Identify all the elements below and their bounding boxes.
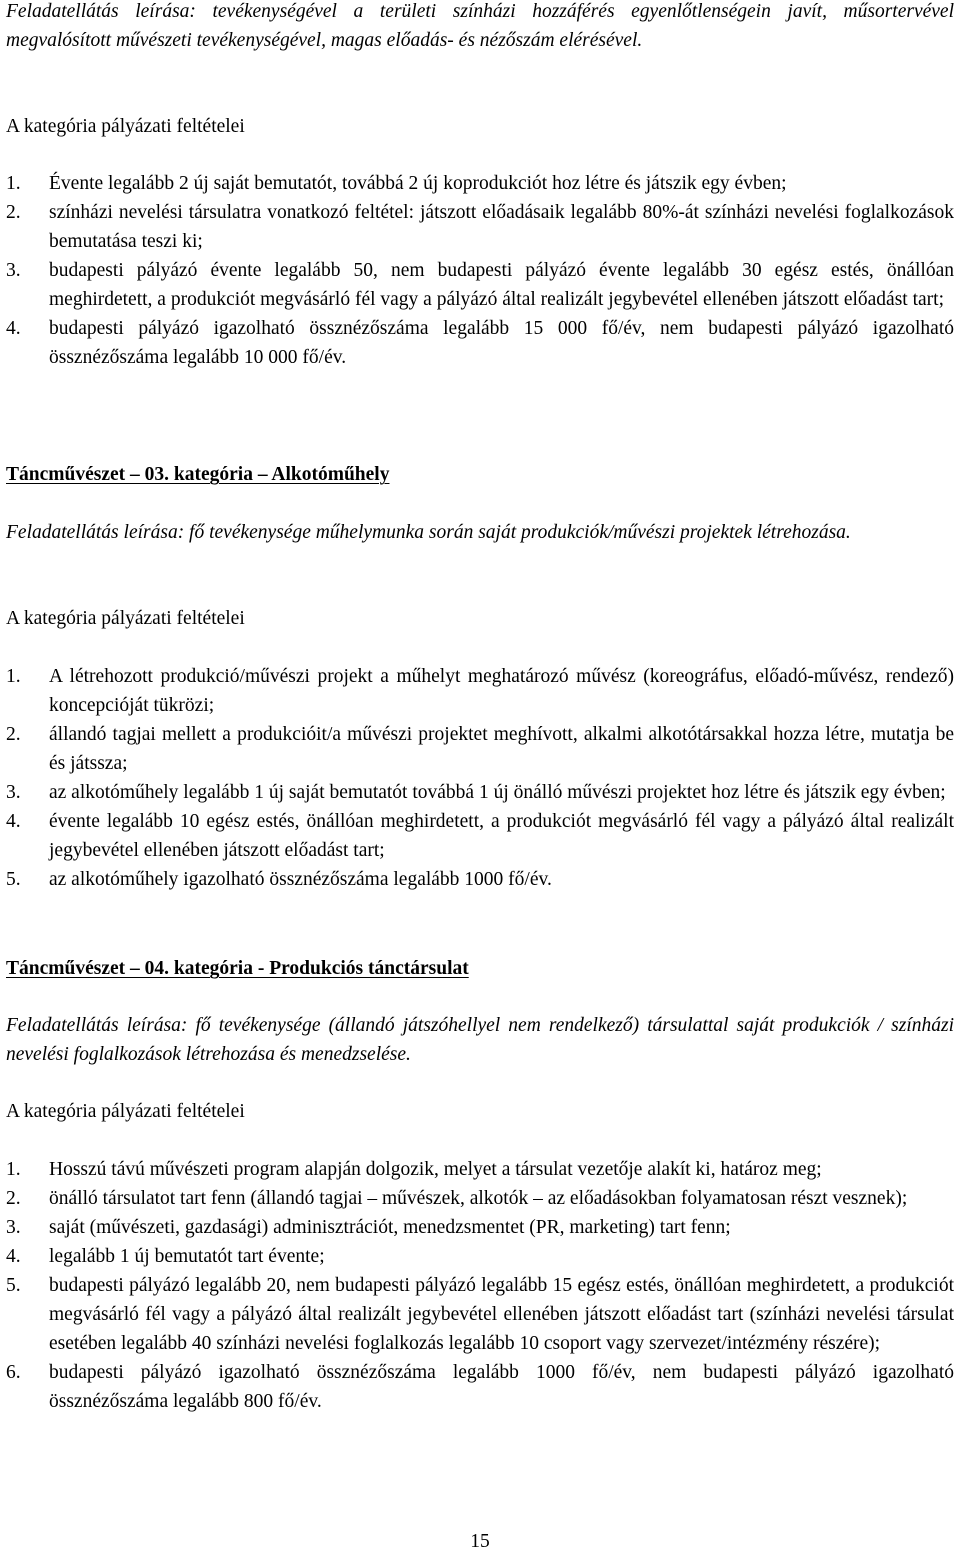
section-03-conditions-title: A kategória pályázati feltételei <box>6 608 245 629</box>
list-item: 4. budapesti pályázó igazolható össznézőszáma legalább 15 000 fő/év, nem budapesti pályázó igazolható össznézőszáma legalább 10 000 fő/év. <box>6 318 954 368</box>
top-conditions-title: A kategória pályázati feltételei <box>6 116 245 137</box>
section-04-conditions-title: A kategória pályázati feltételei <box>6 1101 245 1122</box>
section-04-heading: Táncművészet – 04. kategória - Produkciós tánctársulat <box>6 958 469 979</box>
section-04-conditions-list <box>6 1155 954 1416</box>
list-item: 1. Hosszú távú művészeti program alapján dolgozik, melyet a társulat vezetője alakít ki, határoz meg; <box>6 1159 822 1180</box>
list-item: 3. saját (művészeti, gazdasági) adminisztrációt, menedzsmentet (PR, marketing) tart fenn; <box>6 1217 731 1238</box>
section-03-heading: Táncművészet – 03. kategória – Alkotóműhely <box>6 464 390 485</box>
list-item: 1. Évente legalább 2 új saját bemutatót, továbbá 2 új koprodukciót hoz létre és játszik egy évben; <box>6 173 787 194</box>
list-item: 2. állandó tagjai mellett a produkcióit/a művészi projektet meghívott, alkalmi alkotótársakkal hozza létre, mutatja be és játssza; <box>6 724 954 774</box>
top-conditions-list <box>6 169 954 372</box>
list-item: 5. az alkotóműhely igazolható össznézőszáma legalább 1000 fő/év. <box>6 869 552 890</box>
list-item: 6. budapesti pályázó igazolható össznézőszáma legalább 1000 fő/év, nem budapesti pályázó igazolható össznézőszáma legalább 800 fő/év. <box>6 1362 954 1412</box>
list-item: 3. budapesti pályázó évente legalább 50, nem budapesti pályázó évente legalább 30 egész estés, önállóan meghirdetett, a produkciót megvásárló fél vagy a pályázó által realizált jegybevétel ellenében játszott előadást tart; <box>6 260 954 310</box>
section-03-conditions-list <box>6 662 954 894</box>
list-item: 4. évente legalább 10 egész estés, önállóan meghirdetett, a produkciót megvásárló fél vagy a pályázó által realizált jegybevétel ellenében játszott előadást tart; <box>6 811 954 861</box>
list-item: 2. színházi nevelési társulatra vonatkozó feltétel: játszott előadásaik legalább 80%-át színházi nevelési foglalkozások bemutatása teszi ki; <box>6 202 954 252</box>
list-item: 1. A létrehozott produkció/művészi projekt a műhelyt meghatározó művész (koreográfus, előadó-művész, rendező) koncepcióját tükrözi; <box>6 666 954 716</box>
top-description: Feladatellátás leírása: tevékenységével a területi színházi hozzáférés egyenlőtlenségein javít, műsortervével megvalósított művészeti tevékenységével, magas előadás- és nézőszám elérésével. <box>6 1 954 51</box>
section-03-description: Feladatellátás leírása: fő tevékenysége műhelymunka során saját produkciók/művészi projektek létrehozása. <box>6 522 851 543</box>
list-item: 2. önálló társulatot tart fenn (állandó tagjai – művészek, alkotók – az előadásokban folyamatosan részt vesznek); <box>6 1188 908 1209</box>
page-number: 15 <box>470 1531 490 1552</box>
list-item: 3. az alkotóműhely legalább 1 új saját bemutatót továbbá 1 új önálló művészi projektet hoz létre és játszik egy évben; <box>6 782 946 803</box>
section-04-description: Feladatellátás leírása: fő tevékenysége (állandó játszóhellyel nem rendelkező) társulattal saját produkciók / színházi nevelési foglalkozások létrehozása és menedzselése. <box>6 1015 954 1065</box>
list-item: 4. legalább 1 új bemutatót tart évente; <box>6 1246 325 1267</box>
list-item: 5. budapesti pályázó legalább 20, nem budapesti pályázó legalább 15 egész estés, önállóan meghirdetett, a produkciót megvásárló fél vagy a pályázó által realizált jegybevétel ellenében játszott előadást tart (színházi nevelési társulat esetében legalább 40 színházi nevelési foglalkozás legalább 10 csoport vagy szervezet/intézmény részére); <box>6 1275 954 1354</box>
